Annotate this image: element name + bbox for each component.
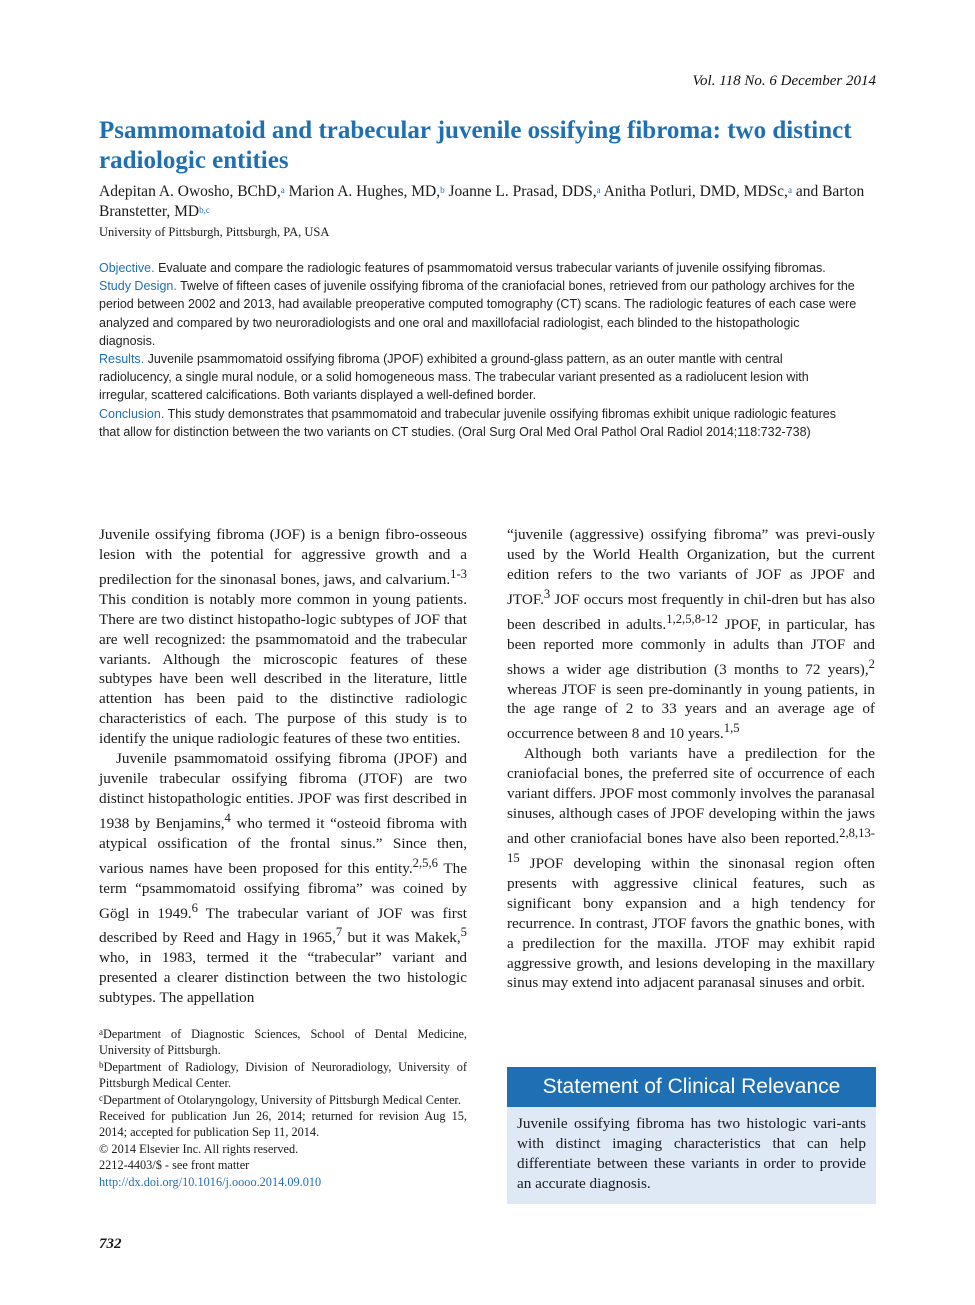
footnote-text: Department of Otolaryngology, University of Pittsburgh Medical Center. <box>103 1092 461 1107</box>
abstract-heading: Study Design. <box>99 279 177 294</box>
footnote <box>99 1092 467 1108</box>
abstract-heading: Objective. <box>99 261 155 275</box>
citation-link[interactable]: 6 <box>191 900 198 915</box>
article-title: Psammomatoid and trabecular juvenile ossifying fibroma: two distinct radiologic entities <box>99 117 852 174</box>
doi-link[interactable]: http://dx.doi.org/10.1016/j.oooo.2014.09.010 <box>99 1174 322 1189</box>
abstract-text: Twelve of fifteen cases of juvenile ossifying fibroma of the craniofacial bones, retrieved from our pathology archives for the period between 2002 and 2013, had available preoperative computed tomography (CT) scans. The radiologic features of each case were analyzed and compared by two neuroradiologists and one oral and maxillofacial radiologist, each blinded to the histopathologic diagnosis. <box>99 279 857 348</box>
body-text: but it was Makek, <box>342 929 461 947</box>
citation-link[interactable]: 1,2,5,8-12 <box>666 611 718 626</box>
abstract <box>99 259 857 441</box>
author-name: and Barton Branstetter, MD <box>99 183 865 220</box>
author-affil-mark[interactable]: b <box>440 185 445 195</box>
body-paragraph <box>99 749 467 1008</box>
clinical-relevance-text: Juvenile ossifying fibroma has two histologic vari-ants with distinct imaging characteristics that can help differentiate between these variants in order to provide an accurate diagnosis. <box>507 1107 876 1204</box>
abstract-conclusion <box>99 405 857 441</box>
footnote <box>99 1059 467 1092</box>
author-affil-mark[interactable]: b,c <box>199 205 210 215</box>
abstract-results <box>99 350 857 405</box>
footnote-mark: b <box>99 1059 104 1070</box>
body-text: JPOF, in particular, has been reported more commonly in adults than JTOF and shows a wider age distribution (3 months to 72 years), <box>507 615 875 678</box>
body-column-right <box>507 525 875 993</box>
copyright: © 2014 Elsevier Inc. All rights reserved. <box>99 1141 299 1156</box>
footnote-text: Department of Diagnostic Sciences, School of Dental Medicine, University of Pittsburgh. <box>99 1027 467 1058</box>
citation-link[interactable]: 2,8,13-15 <box>507 825 875 865</box>
citation-link[interactable]: 1-3 <box>450 566 467 581</box>
citation-link[interactable]: 2 <box>868 656 875 671</box>
author-list <box>99 182 879 222</box>
journal-issue: Vol. 118 No. 6 December 2014 <box>692 73 876 89</box>
body-paragraph <box>507 744 875 993</box>
body-text: “juvenile (aggressive) ossifying fibroma” was previ-ously used by the World Health Organization, but the current edition refers to the two variants of JOF as JPOF and JTOF. <box>507 526 875 608</box>
citation-link[interactable]: 2,5,6 <box>412 855 438 870</box>
footnote-text: Department of Radiology, Division of Neuroradiology, University of Pittsburgh Medical Center. <box>99 1059 467 1091</box>
citation-link[interactable]: 5 <box>460 925 467 940</box>
body-text: who, in 1983, termed it the “trabecular” variant and presented a clearer distinction between the two histologic subtypes. The appellation <box>99 949 467 1007</box>
body-paragraph <box>507 525 875 744</box>
body-text: Juvenile ossifying fibroma (JOF) is a benign fibro-osseous lesion with the potential for aggressive growth and a predilection for the sinonasal bones, jaws, and calvarium. <box>99 526 467 588</box>
abstract-text: This study demonstrates that psammomatoid and trabecular juvenile ossifying fibromas exhibit unique radiologic features that allow for distinction between the two variants on CT studies. (Oral Surg Oral Med Oral Pathol Oral Radiol 2014;118:732-738) <box>99 406 836 439</box>
abstract-objective <box>99 259 857 277</box>
abstract-heading: Results. <box>99 352 145 367</box>
body-text: This condition is notably more common in young patients. There are two distinct histopatho-logic subtypes of JOF that are well recognized: the psammomatoid and the trabecular variants. Although the microscopic features of these subtypes have been well described in the literature, little attention has been paid to the distinctive radiologic characteristics of each. The purpose of this study is to identify the unique radiologic features of these two entities. <box>99 590 467 748</box>
citation-link[interactable]: 7 <box>335 925 343 940</box>
body-text: The trabecular variant of JOF was first described by Reed and Hagy in 1965, <box>99 904 467 947</box>
body-text: Juvenile psammomatoid ossifying fibroma (JPOF) and juvenile trabecular ossifying fibroma (JTOF) are two distinct histopathologic entities. JPOF was first described in 1938 by Benjamins, <box>99 750 467 832</box>
body-text: Although both variants have a predilection for the craniofacial bones, the preferred site of occurrence of each variant differs. JPOF most commonly involves the paranasal sinuses, although cases of JPOF developing within the jaws and other craniofacial bones have also been reported. <box>507 745 875 847</box>
citation-link[interactable]: 4 <box>224 810 231 825</box>
affiliation: University of Pittsburgh, Pittsburgh, PA, USA <box>99 225 330 239</box>
author-name: Anitha Potluri, DMD, MDSc, <box>603 183 788 200</box>
abstract-heading: Conclusion. <box>99 406 165 421</box>
body-text: JPOF developing within the sinonasal region often presents with aggressive clinical features, such as significant bony expansion and a high tendency for recurrence. In contrast, JTOF favors the gnathic bones, with a predilection for the maxilla. JTOF may exhibit rapid aggressive growth, and lesions developing in the maxillary sinus may extend into adjacent paranasal sinuses and orbit. <box>507 854 875 992</box>
page-number: 732 <box>99 1236 122 1252</box>
body-text: whereas JTOF is seen pre-dominantly in young patients, in the age range of 2 to 33 years and an average age of occurrence between 8 and 10 years. <box>507 680 875 743</box>
issn: 2212-4403/$ - see front matter <box>99 1158 250 1173</box>
clinical-relevance-heading: Statement of Clinical Relevance <box>507 1067 876 1107</box>
author-name: Marion A. Hughes, MD, <box>288 183 441 200</box>
author-affil-mark[interactable]: a <box>787 185 792 195</box>
footnote-mark: a <box>99 1027 103 1037</box>
abstract-design <box>99 277 857 350</box>
author-name: Adepitan A. Owosho, BChD, <box>99 183 281 200</box>
footnotes <box>99 1026 467 1190</box>
body-text: who termed it “osteoid fibroma with atypical ossification of the frontal sinus.” Since then, various names have been proposed for this entity. <box>99 814 467 877</box>
received-dates: Received for publication Jun 26, 2014; returned for revision Aug 15, 2014; accepted for publication Sep 11, 2014. <box>99 1109 467 1140</box>
abstract-text: Evaluate and compare the radiologic features of psammomatoid versus trabecular variants of juvenile ossifying fibromas. <box>154 261 826 275</box>
footnote-mark: c <box>99 1092 103 1103</box>
abstract-text: Juvenile psammomatoid ossifying fibroma (JPOF) exhibited a ground-glass pattern, as an outer mantle with central radiolucency, a single mural nodule, or a solid homogeneous mass. The trabecular variant presented as a radiolucent lesion with irregular, scattered calcifications. Both variants displayed a well-defined border. <box>99 352 809 403</box>
author-affil-mark[interactable]: a <box>280 185 285 195</box>
body-text: JOF occurs most frequently in chil-dren but has also been described in adults. <box>507 590 875 633</box>
clinical-relevance-box <box>507 1067 876 1204</box>
author-name: Joanne L. Prasad, DDS, <box>448 183 597 200</box>
citation-link[interactable]: 1,5 <box>723 721 740 736</box>
body-column-left <box>99 525 467 1008</box>
author-affil-mark[interactable]: a <box>596 185 601 195</box>
footnote <box>99 1026 467 1059</box>
citation-link[interactable]: 3 <box>543 586 551 601</box>
body-paragraph <box>99 525 467 749</box>
body-text: The term “psammomatoid ossifying fibroma” was coined by Gögl in 1949. <box>99 859 467 922</box>
